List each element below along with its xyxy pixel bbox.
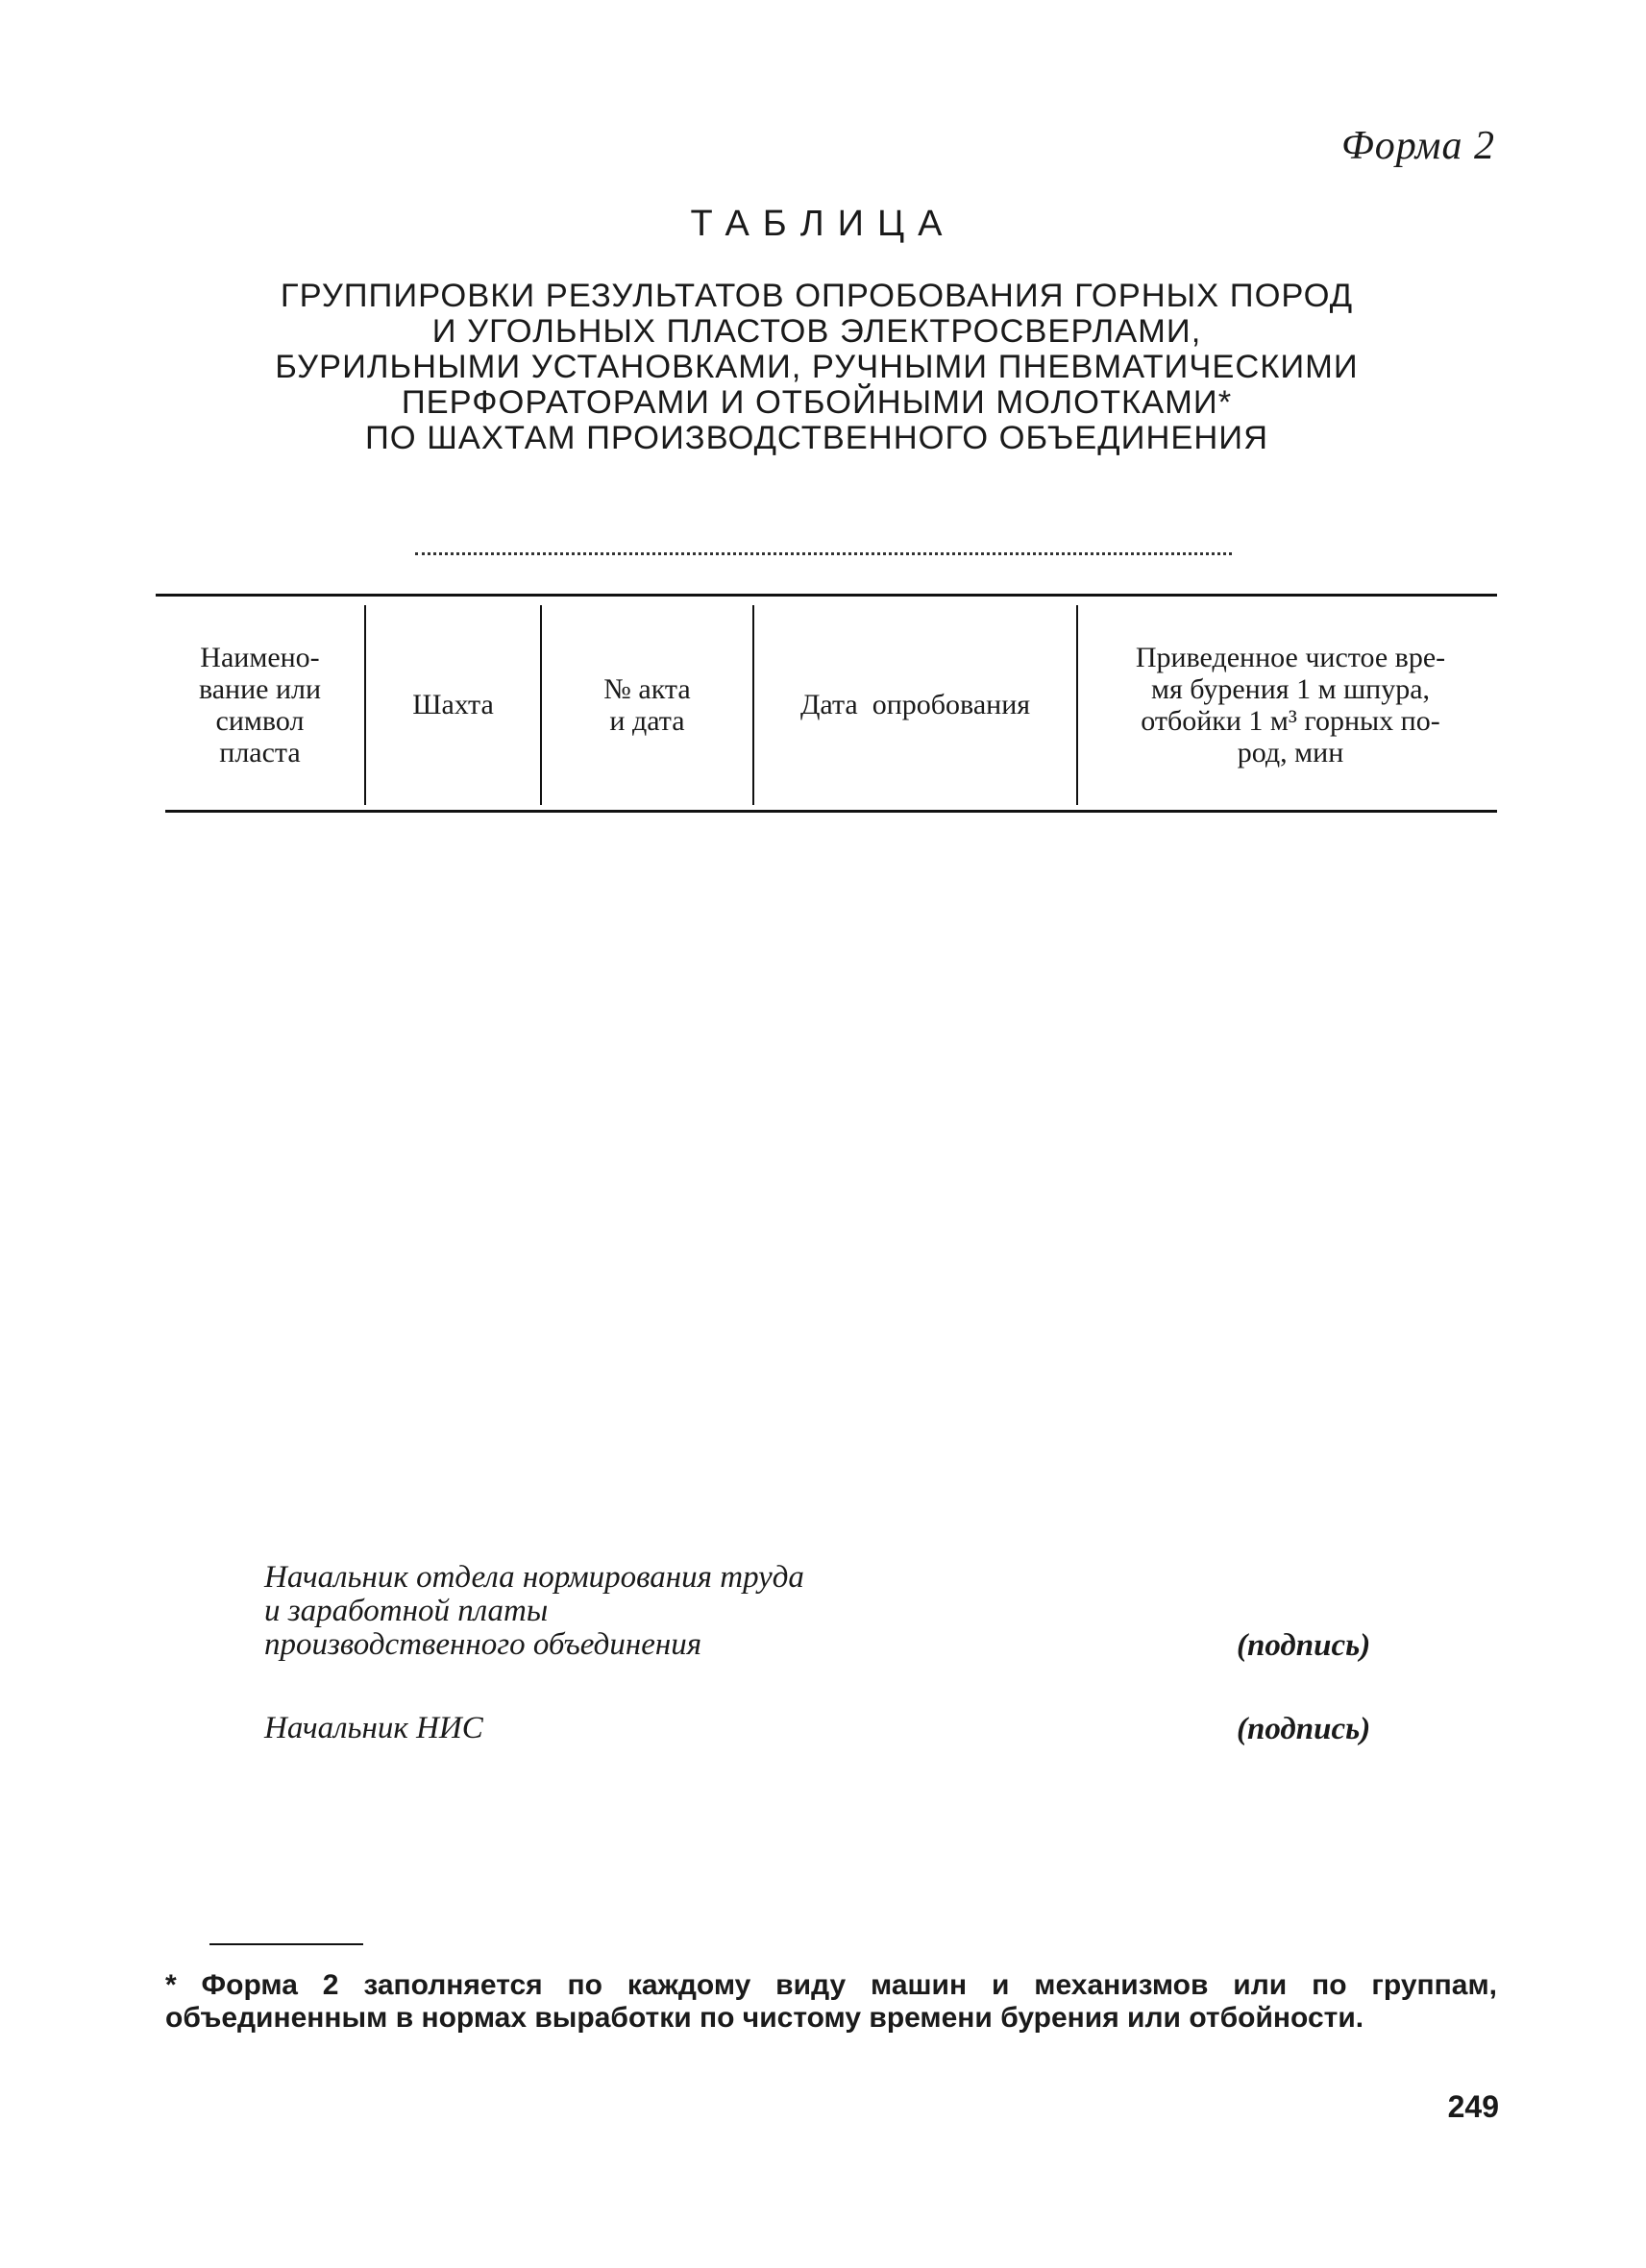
header-cell-line: Наимено- xyxy=(200,641,320,673)
header-cell-seam xyxy=(156,605,364,804)
header-cell-line: род, мин xyxy=(1237,736,1344,768)
form-label: Форма 2 xyxy=(1341,124,1495,168)
header-cell-test-date xyxy=(754,605,1076,804)
signature-title-line: и заработной платы xyxy=(264,1594,549,1628)
header-cell-line: отбойки 1 м³ горных по- xyxy=(1141,704,1440,737)
header-cell-line: пласта xyxy=(219,736,301,768)
header-cell-drill-time xyxy=(1078,605,1497,804)
signature-block-norm xyxy=(264,1561,804,1662)
table-top-rule xyxy=(156,594,1497,597)
subtitle-line: БУРИЛЬНЫМИ УСТАНОВКАМИ, РУЧНЫМИ ПНЕВМАТИЧЕСКИМИ xyxy=(275,349,1359,385)
header-cell-line: вание или xyxy=(198,672,322,705)
table-subtitle xyxy=(173,279,1461,456)
subtitle-line: ПЕРФОРАТОРАМИ И ОТБОЙНЫМИ МОЛОТКАМИ* xyxy=(401,384,1233,421)
footnote-text: * Форма 2 заполняется по каждому виду машин и механизмов или по группам, объединенным в нормах выработки по чистому времени бурения или отбойности. xyxy=(165,1969,1497,2034)
header-cell-line: символ xyxy=(215,704,305,737)
header-cell-act xyxy=(542,605,752,804)
fill-in-dotted-line xyxy=(415,524,1232,555)
subtitle-line: ПО ШАХТАМ ПРОИЗВОДСТВЕННОГО ОБЪЕДИНЕНИЯ xyxy=(364,420,1268,456)
table-bottom-rule xyxy=(165,810,1497,813)
footnote-rule xyxy=(209,1943,363,1945)
signature-placeholder: (подпись) xyxy=(1237,1712,1371,1746)
header-cell-line: Дата опробования xyxy=(799,689,1031,720)
table-title: ТАБЛИЦА xyxy=(690,204,956,244)
header-cell-line: Шахта xyxy=(412,689,494,720)
subtitle-line: ГРУППИРОВКИ РЕЗУЛЬТАТОВ ОПРОБОВАНИЯ ГОРНЫХ ПОРОД xyxy=(280,278,1354,314)
signature-title-line: производственного объединения xyxy=(264,1627,702,1662)
header-cell-line: Приведенное чистое вре- xyxy=(1135,641,1446,673)
signature-placeholder: (подпись) xyxy=(1237,1628,1371,1663)
header-cell-line: и дата xyxy=(609,704,685,737)
page-number: 249 xyxy=(1447,2089,1499,2124)
header-cell-mine xyxy=(366,605,540,804)
subtitle-line: И УГОЛЬНЫХ ПЛАСТОВ ЭЛЕКТРОСВЕРЛАМИ, xyxy=(431,313,1202,350)
header-cell-line: мя бурения 1 м шпура, xyxy=(1150,672,1431,705)
signature-title-line: Начальник отдела нормирования труда xyxy=(264,1560,804,1595)
header-cell-line: № акта xyxy=(603,672,691,705)
signature-title-nis: Начальник НИС xyxy=(264,1711,483,1745)
